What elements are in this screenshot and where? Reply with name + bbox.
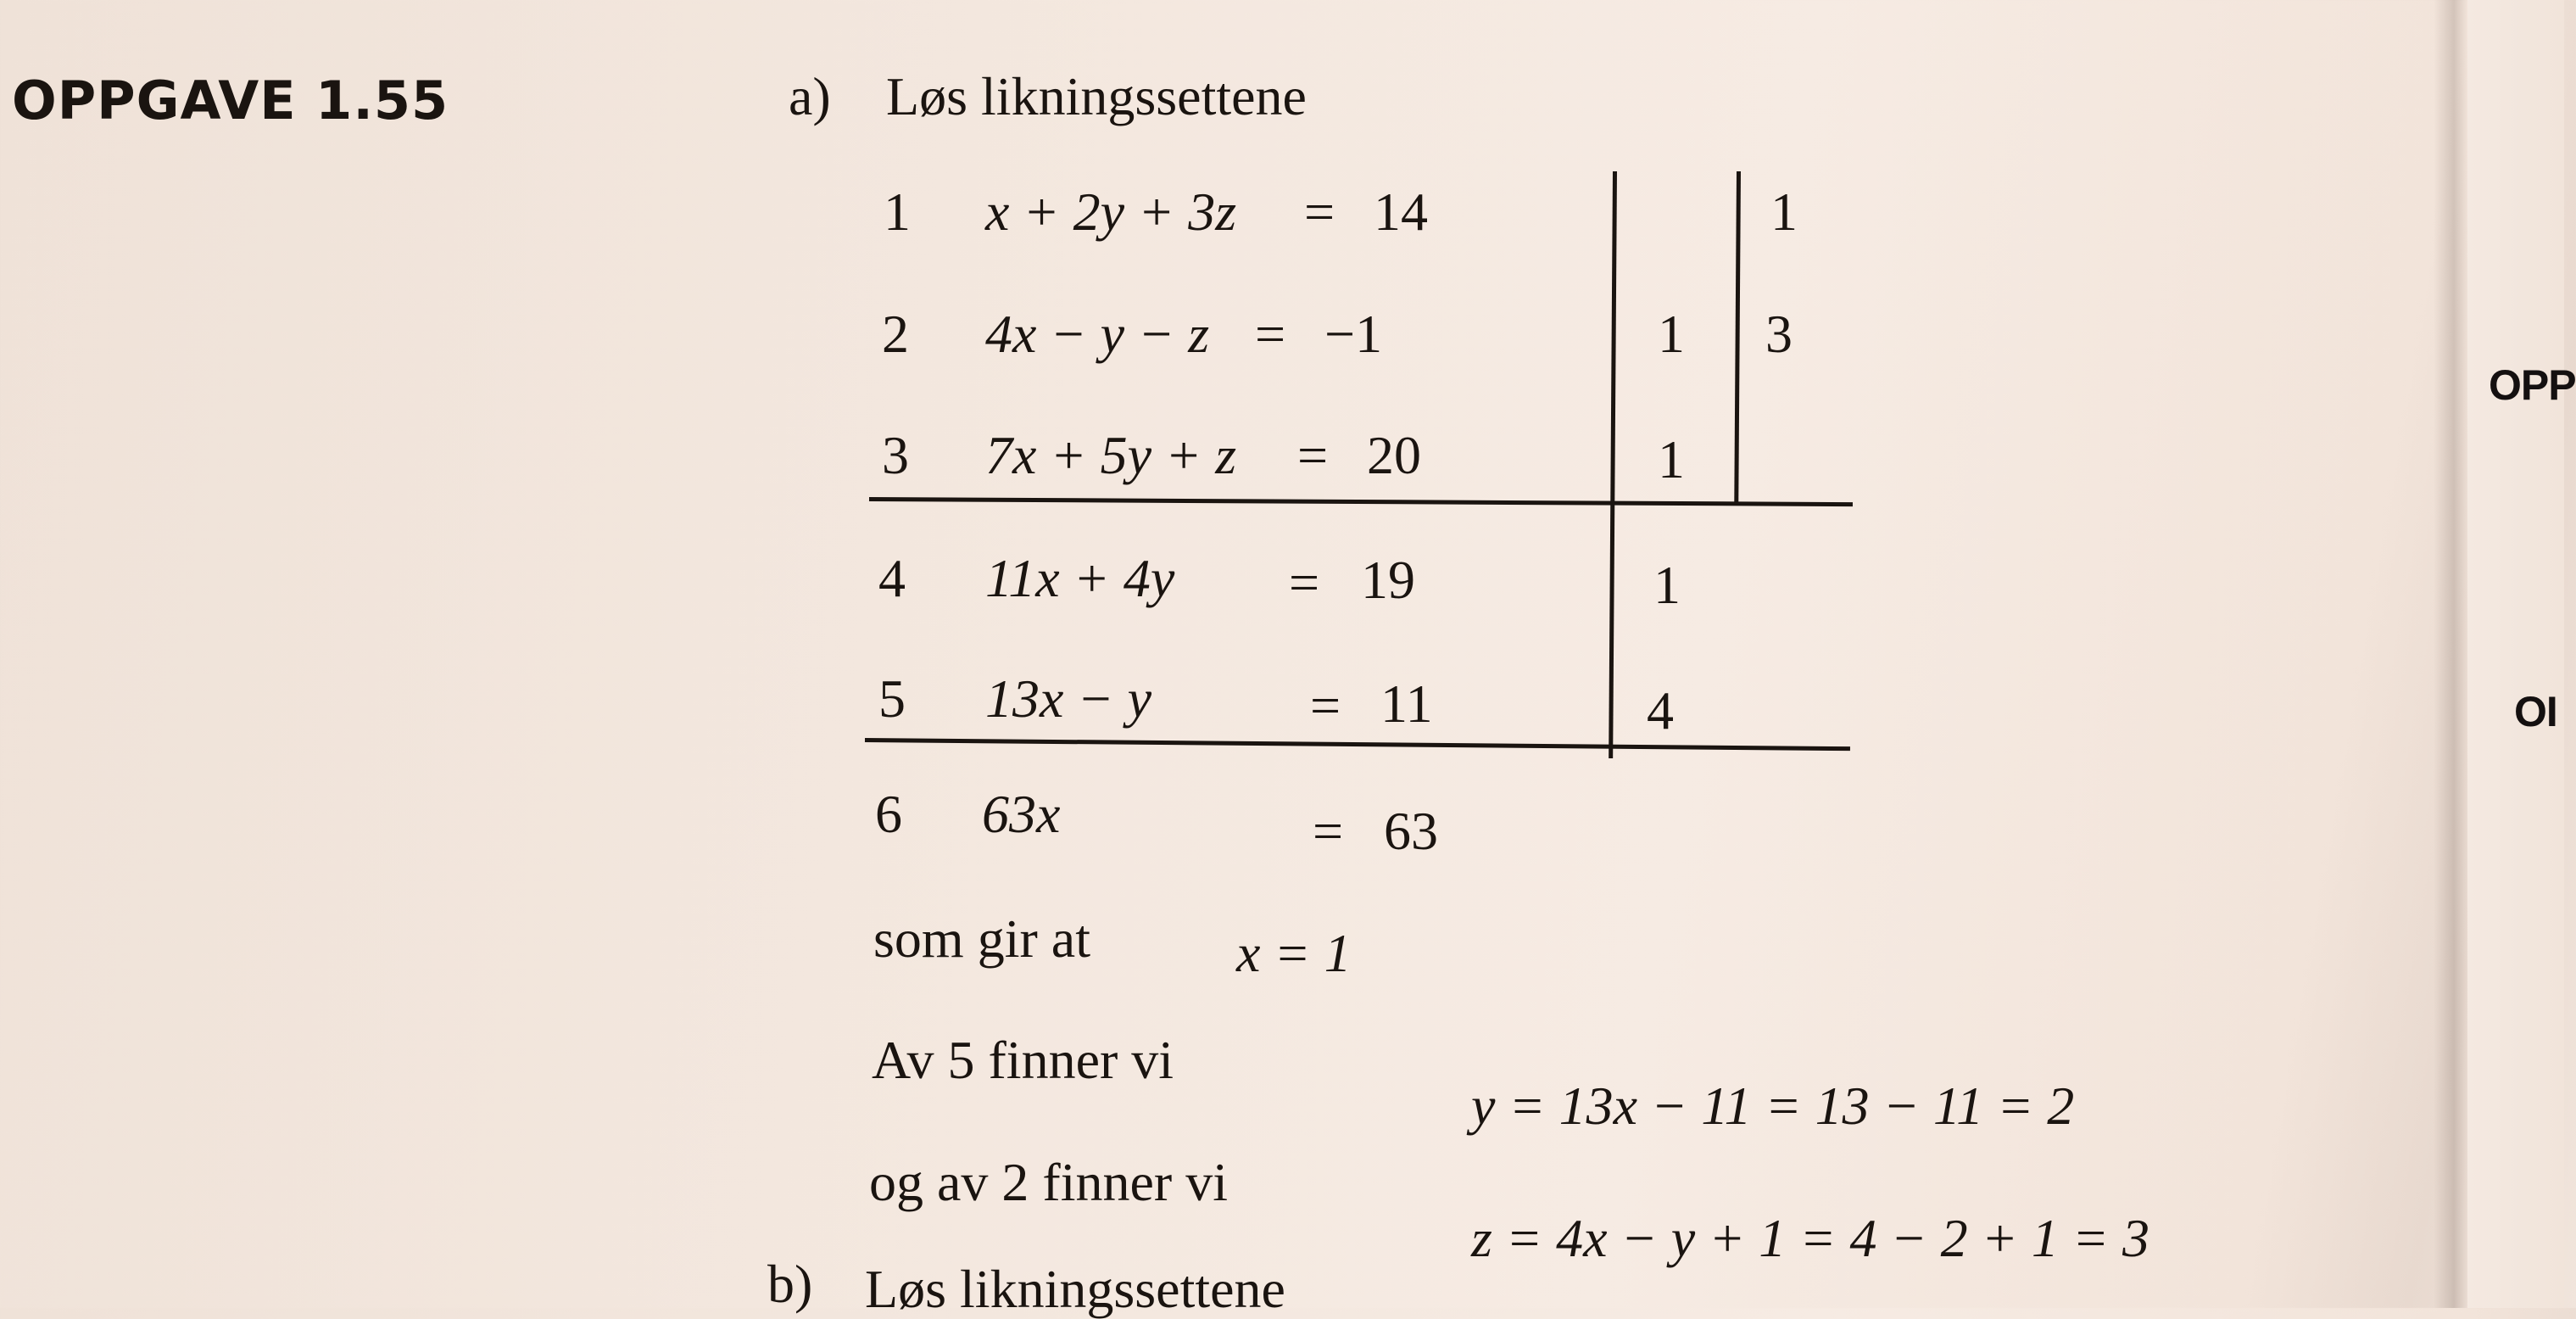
table-vertical-line-2 bbox=[1734, 171, 1741, 504]
edge-heading-bottom: OI bbox=[2514, 688, 2557, 735]
equation-equals: = bbox=[1255, 304, 1286, 364]
separator-line-1 bbox=[869, 497, 1853, 506]
exercise-heading: OPPGAVE 1.55 bbox=[12, 70, 449, 131]
multiplier-col1: 1 bbox=[1658, 429, 1685, 489]
equation-equals: = bbox=[1304, 182, 1335, 242]
equation-equals: = bbox=[1289, 552, 1320, 612]
result-z-expr: z = 4x − y + 1 = 4 − 2 + 1 = 3 bbox=[1471, 1208, 2150, 1268]
equation-rhs: −1 bbox=[1324, 304, 1383, 364]
adjacent-page bbox=[2467, 0, 2564, 1308]
equation-equals: = bbox=[1313, 801, 1344, 861]
equation-number: 5 bbox=[878, 668, 906, 729]
equation-number: 4 bbox=[878, 548, 906, 608]
equation-rhs: 63 bbox=[1384, 801, 1438, 861]
page-fold-shadow bbox=[2434, 0, 2467, 1308]
result-x-expr: x = 1 bbox=[1236, 923, 1352, 983]
result-z-text: og av 2 finner vi bbox=[869, 1152, 1228, 1212]
result-y-expr: y = 13x − 11 = 13 − 11 = 2 bbox=[1471, 1076, 2075, 1136]
part-a-label: a) bbox=[789, 66, 831, 126]
equation-lhs: 63x bbox=[982, 784, 1061, 844]
equation-equals: = bbox=[1310, 675, 1341, 735]
part-a-instruction: Løs likningssettene bbox=[886, 66, 1307, 126]
equation-number: 6 bbox=[875, 784, 902, 844]
equation-number: 3 bbox=[882, 425, 909, 485]
equation-lhs: 13x − y bbox=[985, 668, 1151, 729]
equation-lhs: 7x + 5y + z bbox=[985, 425, 1237, 485]
equation-lhs: 11x + 4y bbox=[985, 548, 1175, 608]
result-y-text: Av 5 finner vi bbox=[872, 1030, 1174, 1090]
multiplier-col1: 1 bbox=[1658, 304, 1685, 364]
multiplier-col1: 1 bbox=[1653, 555, 1681, 615]
multiplier-col2: 1 bbox=[1770, 182, 1798, 242]
equation-equals: = bbox=[1297, 425, 1329, 485]
equation-rhs: 20 bbox=[1367, 425, 1421, 485]
multiplier-col2: 3 bbox=[1765, 304, 1793, 364]
part-b-instruction: Løs likningssettene bbox=[865, 1259, 1285, 1319]
equation-rhs: 19 bbox=[1361, 550, 1415, 610]
separator-line-2 bbox=[865, 738, 1850, 751]
table-vertical-line-1 bbox=[1609, 171, 1617, 758]
part-b-label: b) bbox=[767, 1254, 813, 1314]
result-x-text: som gir at bbox=[873, 908, 1090, 969]
edge-heading-top: OPP bbox=[2489, 361, 2576, 409]
multiplier-col1: 4 bbox=[1647, 680, 1674, 741]
equation-rhs: 14 bbox=[1374, 182, 1428, 242]
equation-lhs: x + 2y + 3z bbox=[985, 182, 1237, 242]
equation-number: 1 bbox=[884, 182, 911, 242]
equation-lhs: 4x − y − z bbox=[985, 304, 1210, 364]
equation-rhs: 11 bbox=[1380, 673, 1433, 734]
equation-number: 2 bbox=[882, 304, 909, 364]
